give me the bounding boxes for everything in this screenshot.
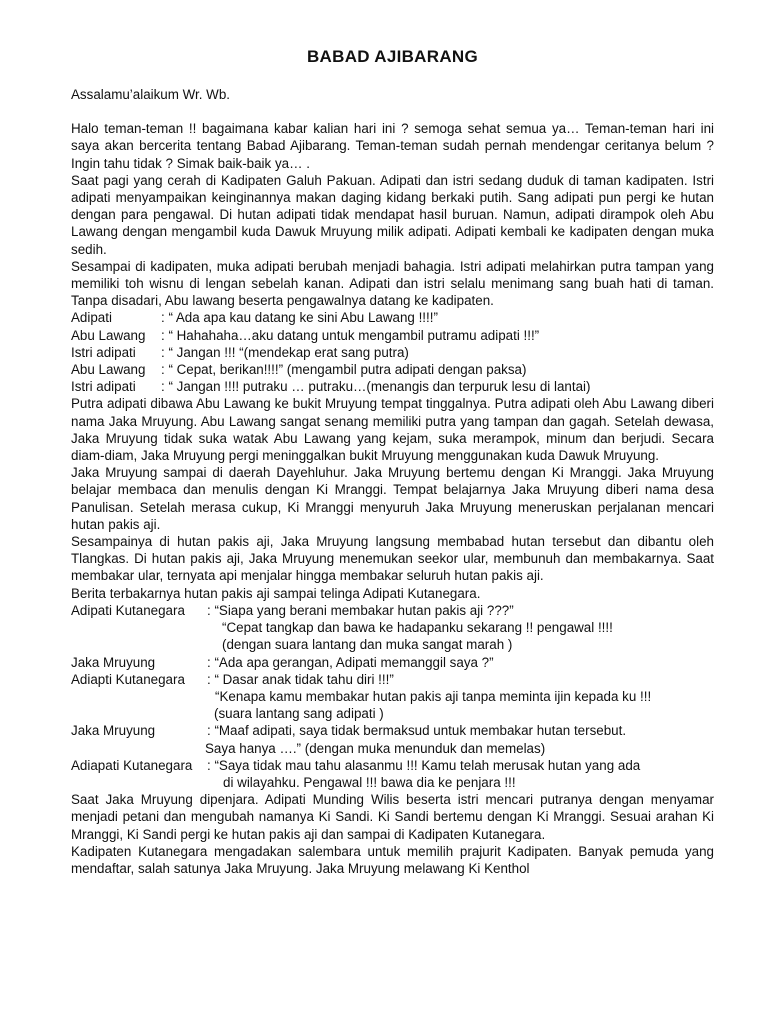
document-title: BABAD AJIBARANG [306, 47, 479, 66]
dialog-speaker: Jaka Mruyung [71, 654, 156, 670]
dialog-text: : “ Hahahaha…aku datang untuk mengambil putramu adipati !!!” [161, 327, 540, 343]
paragraph-7: Berita terbakarnya hutan pakis aji sampai telinga Adipati Kutanegara. [71, 585, 481, 601]
paragraph-4: Putra adipati dibawa Abu Lawang ke bukit Mruyung tempat tinggalnya. Putra adipati oleh Abu Lawang diberi nama Jaka Mruyung. Abu Lawang sangat senang memiliki putra yang tampan dan gagah. Setelah dewasa, Jaka Mruyung tidak suka watak Abu Lawang yang kejam, suka merampok, minum dan berjudi. Secara diam-diam, Jaka Mruyung pergi meninggalkan bukit Mruyung menggunakan kuda Dawuk Mruyung. [71, 396, 714, 464]
dialog-text: : “Maaf adipati, saya tidak bermaksud untuk membakar hutan tersebut. [207, 723, 627, 739]
dialog-text: : “ Ada apa kau datang ke sini Abu Lawang !!!!” [161, 310, 438, 326]
dialog-speaker: Abu Lawang [71, 362, 146, 378]
dialog-speaker: Adiapti Kutanegara [71, 671, 185, 687]
greeting: Assalamu’alaikum Wr. Wb. [71, 87, 230, 102]
paragraph-5: Jaka Mruyung sampai di daerah Dayehluhur. Jaka Mruyung bertemu dengan Ki Mranggi. Jaka Mruyung belajar membaca dan menulis dengan Ki Mranggi. Tempat belajarnya Jaka Mruyung diberi nama desa Panulisan. Setelah merasa cukup, Ki Mranggi menyuruh Jaka Mruyung meneruskan perjalanan mencari hutan pakis aji. [71, 465, 714, 532]
dialog-continuation: Saya hanya ….” (dengan muka menunduk dan memelas) [205, 740, 546, 756]
dialog-line [71, 327, 714, 344]
paragraph-2: Saat pagi yang cerah di Kadipaten Galuh Pakuan. Adipati dan istri sedang duduk di taman kadipaten. Istri adipati menyampaikan keinginannya makan daging kidang berkaki putih. Sang adipati pun pergi ke hutan dengan para pengawal. Di hutan adipati tidak mendapat hasil buruan. Namun, adipati dirampok oleh Abu Lawang dengan mengambil kuda Dawuk Mruyung milik adipati. Adipati kembali ke kadipaten dengan muka sedih. [71, 172, 714, 257]
paragraph-8: Saat Jaka Mruyung dipenjara. Adipati Munding Wilis beserta istri mencari putranya dengan menyamar menjadi petani dan mengubah namanya Ki Sandi. Ki Sandi bertemu dengan Ki Mranggi. Sesuai arahan Ki Mranggi, Ki Sandi pergi ke hutan pakis aji dan sampai di Kadipaten Kutanegara. [71, 792, 714, 842]
dialog-continuation: “Kenapa kamu membakar hutan pakis aji tanpa meminta ijin kepada ku !!! [215, 688, 652, 704]
dialog-text: : “ Jangan !!! “(mendekap erat sang putra) [161, 344, 409, 360]
dialog-line [71, 602, 714, 619]
dialog-speaker: Adipati Kutanegara [71, 602, 185, 618]
paragraph-1: Halo teman-teman !! bagaimana kabar kalian hari ini ? semoga sehat semua ya… Teman-teman hari ini saya akan bercerita tentang Babad Ajibarang. Teman-teman sudah pernah mendengar ceritanya belum ? Ingin tahu tidak ? Simak baik-baik ya… . [71, 121, 714, 171]
dialog-text: : “ Dasar anak tidak tahu diri !!!” [207, 671, 394, 687]
dialog-text: : “ Jangan !!!! putraku … putraku…(menangis dan terpuruk lesu di lantai) [161, 379, 591, 395]
dialog-speaker: Abu Lawang [71, 327, 146, 343]
dialog-continuation: di wilayahku. Pengawal !!! bawa dia ke penjara !!! [223, 774, 516, 790]
dialog-line [71, 378, 714, 395]
dialog-line [71, 722, 714, 739]
dialog-line [71, 757, 714, 774]
dialog-line [71, 671, 714, 688]
dialog-speaker: Adipati [71, 310, 112, 326]
dialog-continuation: (suara lantang sang adipati ) [214, 706, 384, 722]
paragraph-6: Sesampainya di hutan pakis aji, Jaka Mruyung langsung membabad hutan tersebut dan dibantu oleh Tlangkas. Di hutan pakis aji, Jaka Mruyung menemukan seekor ular, membunuh dan membakarnya. Saat membakar ular, ternyata api menjalar hingga membakar seluruh hutan pakis aji. [71, 534, 714, 584]
dialog-speaker: Istri adipati [71, 344, 136, 360]
dialog-speaker: Adiapati Kutanegara [71, 757, 193, 773]
dialog-continuation: “Cepat tangkap dan bawa ke hadapanku sekarang !! pengawal !!!! [222, 620, 613, 636]
dialog-continuation: (dengan suara lantang dan muka sangat marah ) [222, 637, 513, 653]
dialog-text: : “ Cepat, berikan!!!!” (mengambil putra adipati dengan paksa) [161, 362, 527, 378]
dialog-speaker: Jaka Mruyung [71, 723, 156, 739]
dialog-text: : “Saya tidak mau tahu alasanmu !!! Kamu telah merusak hutan yang ada [207, 757, 641, 773]
dialog-text: : “Ada apa gerangan, Adipati memanggil saya ?” [207, 654, 494, 670]
paragraph-3: Sesampai di kadipaten, muka adipati berubah menjadi bahagia. Istri adipati melahirkan putra tampan yang memiliki toh wisnu di lengan sebelah kanan. Adipati dan istri selalu menimang sang buah hati di taman. Tanpa disadari, Abu lawang beserta pengawalnya datang ke kadipaten. [71, 258, 714, 309]
dialog-line [71, 654, 714, 671]
dialog-speaker: Istri adipati [71, 379, 136, 395]
paragraph-9: Kadipaten Kutanegara mengadakan salembara untuk memilih prajurit Kadipaten. Banyak pemuda yang mendaftar, salah satunya Jaka Mruyung. Jaka Mruyung melawang Ki Kenthol [71, 843, 714, 876]
dialog-line [71, 309, 714, 326]
dialog-text: : “Siapa yang berani membakar hutan pakis aji ???” [207, 602, 514, 618]
dialog-line [71, 361, 714, 378]
dialog-line [71, 344, 714, 361]
